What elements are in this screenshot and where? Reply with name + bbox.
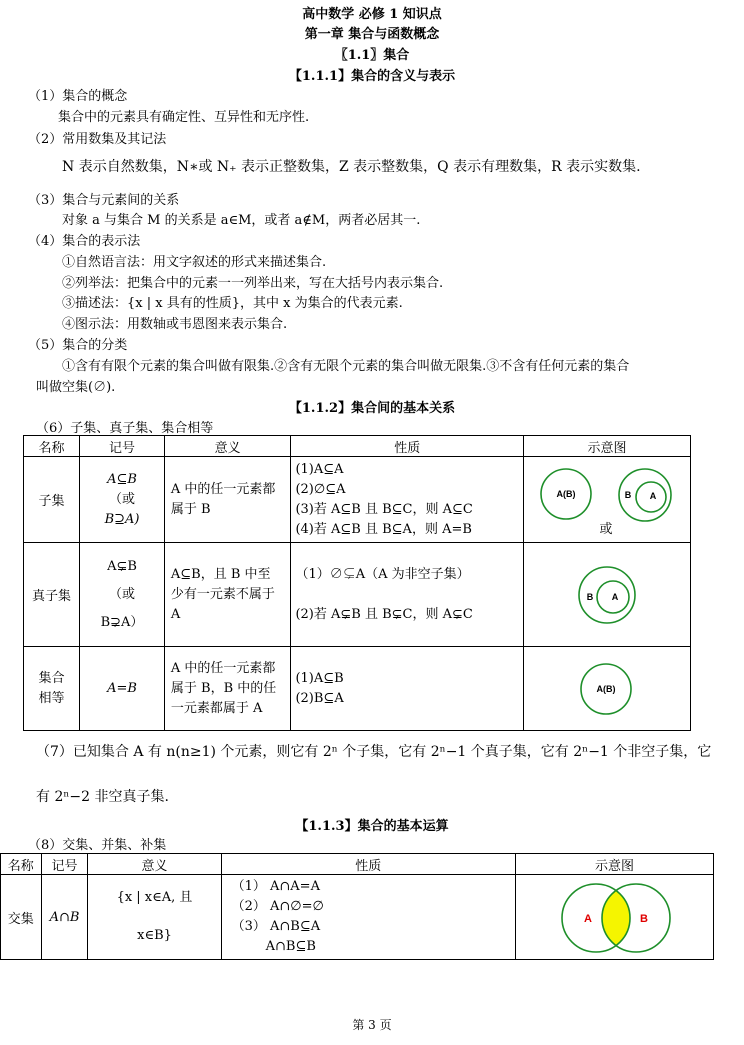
s4-heading: （4）集合的表示法	[28, 234, 141, 249]
or-text: 或	[599, 522, 613, 537]
label-a: A	[583, 913, 592, 925]
table-header: 性质	[221, 854, 515, 875]
table-row	[24, 647, 691, 731]
label-a: A	[649, 491, 657, 501]
subsection-title-1-1-3: 【1.1.3】集合的基本运算	[295, 819, 449, 834]
row-name: 交集	[1, 875, 42, 960]
label-ab: A(B)	[596, 683, 616, 694]
chapter-title: 第一章 集合与函数概念	[304, 27, 440, 42]
label-a: A	[611, 591, 619, 602]
proper-subset-venn-diagram	[524, 545, 690, 645]
label-b: B	[639, 913, 648, 925]
table-row	[1, 875, 714, 960]
row-meaning: A 中的任一元素都 属于 B	[164, 457, 291, 543]
table-header: 性质	[291, 436, 524, 457]
label-b: B	[624, 490, 632, 500]
row-diagram	[523, 543, 690, 647]
s1-heading: （1）集合的概念	[28, 89, 128, 104]
label-b: B	[586, 591, 594, 602]
equal-sets-venn-diagram	[524, 648, 690, 730]
table-header: 示意图	[523, 436, 690, 457]
row-props: (1)A⊆B (2)B⊆A	[291, 647, 524, 731]
row-diagram	[523, 647, 690, 731]
s4-item: ②列举法：把集合中的元素一一列举出来，写在大括号内表示集合.	[62, 276, 444, 291]
table-header: 名称	[24, 436, 80, 457]
row-props: （1）∅⊊A（A 为非空子集） (2)若 A⊊B 且 B⊊C，则 A⊊C	[291, 543, 524, 647]
subsection-title-1-1-1: 【1.1.1】集合的含义与表示	[288, 69, 456, 84]
row-notation: A⊆B （或 B⊇A)	[80, 457, 165, 543]
s2-body: N 表示自然数集，N∗或 N₊ 表示正整数集，Z 表示整数集，Q 表示有理数集，R 表示实数集.	[62, 159, 641, 175]
s4-item: ③描述法：{x | x 具有的性质}，其中 x 为集合的代表元素.	[62, 296, 403, 311]
table-row	[24, 543, 691, 647]
subsection-title-1-1-2: 【1.1.2】集合间的基本关系	[288, 401, 456, 416]
s7-line1: （7）已知集合 A 有 n(n≥1) 个元素，则它有 2ⁿ 个子集，它有 2ⁿ−1 个真子集，它有 2ⁿ−1 个非空子集，它	[36, 744, 712, 760]
set-operations-table	[0, 853, 714, 960]
row-notation: A⊊B （或 B⊋A）	[80, 543, 165, 647]
row-meaning: {x | x∈A, 且 x∈B}	[88, 875, 221, 960]
table-header: 名称	[1, 854, 42, 875]
s3-heading: （3）集合与元素间的关系	[28, 193, 180, 208]
row-diagram	[515, 875, 713, 960]
table-header: 示意图	[515, 854, 713, 875]
s5-line1: ①含有有限个元素的集合叫做有限集.②含有无限个元素的集合叫做无限集.③不含有任何元素的集合	[62, 359, 630, 374]
row-name: 真子集	[24, 543, 80, 647]
label-ab: A(B)	[556, 489, 576, 499]
row-diagram	[523, 457, 690, 543]
row-meaning: A⊆B，且 B 中至 少有一元素不属于 A	[164, 543, 291, 647]
set-relations-table	[23, 435, 691, 731]
row-name: 子集	[24, 457, 80, 543]
s7-line2: 有 2ⁿ−2 非空真子集.	[36, 789, 169, 805]
s2-heading: （2）常用数集及其记法	[28, 132, 167, 147]
s6-heading: （6）子集、真子集、集合相等	[36, 421, 214, 436]
row-name: 集合 相等	[24, 647, 80, 731]
table-header: 意义	[164, 436, 291, 457]
table-row	[24, 457, 691, 543]
section-title: 〖1.1〗集合	[334, 48, 410, 63]
row-notation: A∩B	[41, 875, 88, 960]
s4-item: ①自然语言法：用文字叙述的形式来描述集合.	[62, 255, 327, 270]
table-header: 意义	[88, 854, 221, 875]
row-notation: A=B	[80, 647, 165, 731]
row-props: （1） A∩A=A （2） A∩∅=∅ （3） A∩B⊆A A∩B⊆B	[221, 875, 515, 960]
page-number: 第 3 页	[352, 1018, 392, 1032]
row-props: (1)A⊆A (2)∅⊆A (3)若 A⊆B 且 B⊆C，则 A⊆C (4)若 A⊆B 且 B⊆A，则 A=B	[291, 457, 524, 543]
s8-heading: （8）交集、并集、补集	[28, 838, 167, 853]
table-header: 记号	[80, 436, 165, 457]
s4-item: ④图示法：用数轴或韦恩图来表示集合.	[62, 317, 288, 332]
table-header: 记号	[41, 854, 88, 875]
intersection-venn-diagram	[516, 875, 713, 959]
s3-body: 对象 a 与集合 M 的关系是 a∈M，或者 a∉M，两者必居其一.	[62, 213, 421, 228]
row-meaning: A 中的任一元素都 属于 B，B 中的任 一元素都属于 A	[164, 647, 291, 731]
page-title: 高中数学 必修 1 知识点	[302, 7, 442, 22]
s1-body: 集合中的元素具有确定性、互异性和无序性.	[58, 110, 310, 125]
subset-venn-diagram	[524, 457, 690, 542]
s5-heading: （5）集合的分类	[28, 338, 128, 353]
s5-line2: 叫做空集(∅).	[36, 380, 116, 395]
